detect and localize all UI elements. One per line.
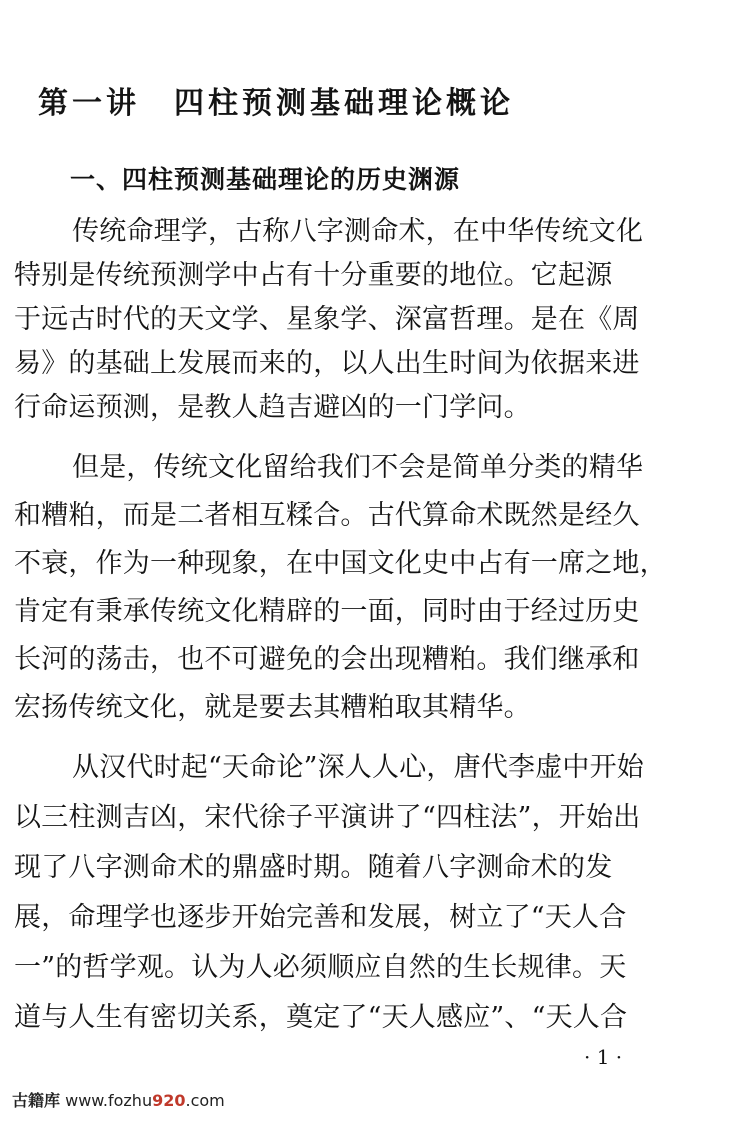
site-url-suffix: .com [185,1091,225,1110]
watermark-footer [12,1088,225,1114]
text-line: 行命运预测，是教人趋吉避凶的一门学问。 [14,392,531,423]
site-url-prefix: www.fozhu [65,1091,153,1110]
section-heading: 一、四柱预测基础理论的历史渊源 [70,165,461,194]
site-url-number: 920 [152,1091,186,1110]
page-number: · 1 · [584,1045,623,1069]
text-line: 长河的荡击，也不可避免的会出现糟粕。我们继承和 [14,644,640,675]
text-line: 现了八字测命术的鼎盛时期。随着八字测命术的发 [14,852,613,883]
text-line: 易》的基础上发展而来的，以人出生时间为依据来进 [14,348,640,379]
text-line: 道与人生有密切关系，奠定了“天人感应”、“天人合 [14,1002,628,1033]
text-line: 和糟粕，而是二者相互糅合。古代算命术既然是经久 [14,500,640,531]
text-line: 特别是传统预测学中占有十分重要的地位。它起源 [14,260,613,291]
lecture-title: 第一讲 四柱预测基础理论概论 [38,86,514,121]
text-line: 不衰，作为一种现象，在中国文化史中占有一席之地， [14,548,667,579]
text-line: 从汉代时起“天命论”深人人心，唐代李虚中开始 [72,752,645,783]
text-line: 以三柱测吉凶，宋代徐子平演讲了“四柱法”，开始出 [14,802,641,833]
text-line: 但是，传统文化留给我们不会是简单分类的精华 [72,452,644,483]
text-line: 传统命理学，古称八字测命术，在中华传统文化 [72,216,644,247]
text-line: 展，命理学也逐步开始完善和发展，树立了“天人合 [14,902,627,933]
text-line: 一”的哲学观。认为人必须顺应自然的生长规律。天 [14,952,627,983]
site-name: 古籍库 [12,1091,61,1110]
text-line: 肯定有秉承传统文化精辟的一面，同时由于经过历史 [14,596,640,627]
text-line: 于远古时代的天文学、星象学、深富哲理。是在《周 [14,304,640,335]
text-line: 宏扬传统文化，就是要去其糟粕取其精华。 [14,692,531,723]
